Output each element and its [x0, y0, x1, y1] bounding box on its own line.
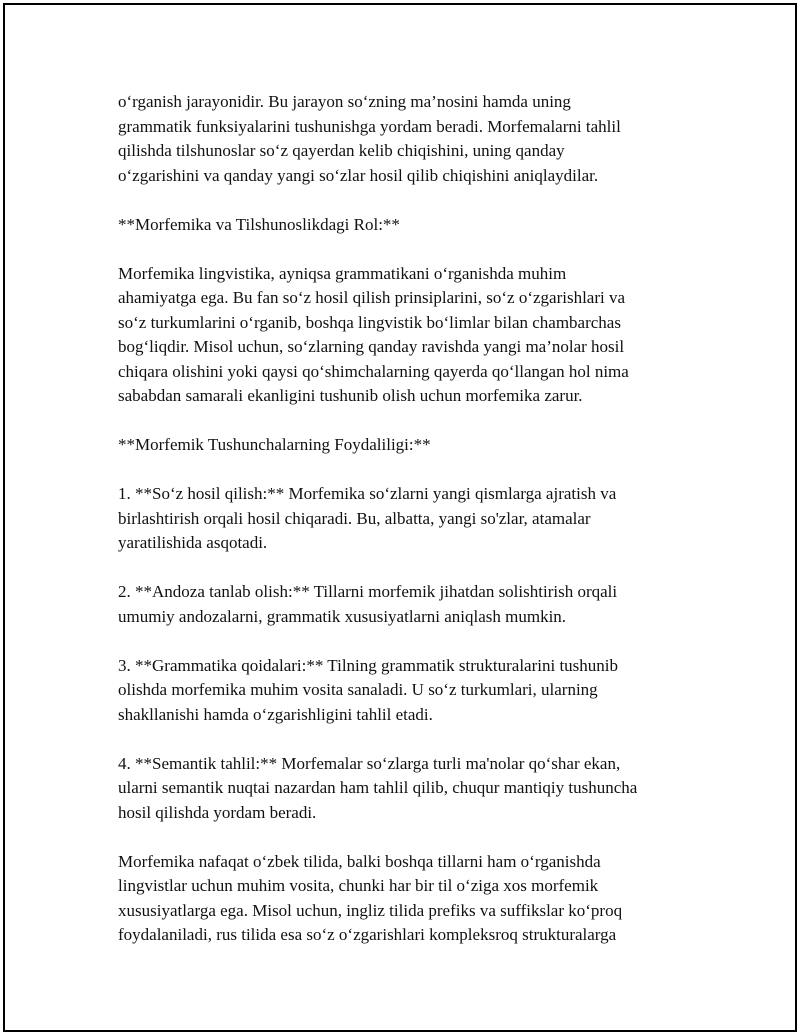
text-line: grammatik funksiyalarini tushunishga yordam beradi. Morfemalarni tahlil — [118, 116, 621, 136]
list-item-3 — [118, 654, 718, 728]
text-line: 4. **Semantik tahlil:** Morfemalar so‘zlarga turli ma'nolar qo‘shar ekan, — [118, 753, 621, 773]
text-line: foydalaniladi, rus tilida esa so‘z o‘zgarishlari kompleksroq strukturalarga — [118, 925, 617, 944]
text-line: ahamiyatga ega. Bu fan so‘z hosil qilish prinsiplarini, so‘z o‘zgarishlari va — [118, 288, 626, 307]
section-heading-role — [118, 213, 718, 238]
text-line: xususiyatlarga ega. Misol uchun, ingliz tilida prefiks va suffikslar ko‘proq — [118, 900, 623, 920]
heading-text: **Morfemik Tushunchalarning Foydaliligi:** — [118, 435, 431, 454]
text-line: 1. **So‘z hosil qilish:** Morfemika so‘zlarni yangi qismlarga ajratish va — [118, 484, 617, 503]
text-line: bog‘liqdir. Misol uchun, so‘zlarning qanday ravishda yangi ma’nolar hosil — [118, 337, 625, 356]
list-item-4 — [118, 752, 718, 826]
text-line: lingvistlar uchun muhim vosita, chunki har bir til o‘ziga xos morfemik — [118, 876, 599, 895]
text-line: 2. **Andoza tanlab olish:** Tillarni morfemik jihatdan solishtirish orqali — [118, 582, 618, 601]
paragraph-conclusion — [118, 850, 718, 948]
text-line: so‘z turkumlarini o‘rganib, boshqa lingvistik bo‘limlar bilan chambarchas — [118, 312, 621, 332]
text-line: hosil qilishda yordam beradi. — [118, 802, 317, 822]
document-body — [118, 90, 718, 972]
text-line: chiqara olishini yoki qaysi qo‘shimchalarning qayerda qo‘llangan hol nima — [118, 361, 629, 381]
text-line: Morfemika lingvistika, ayniqsa grammatikani o‘rganishda muhim — [118, 263, 567, 283]
list-item-1 — [118, 482, 718, 556]
text-line: ularni semantik nuqtai nazardan ham tahlil qilib, chuqur mantiqiy tushuncha — [118, 778, 638, 797]
text-line: o‘rganish jarayonidir. Bu jarayon so‘zning ma’nosini hamda uning — [118, 92, 571, 111]
text-line: shakllanishi hamda o‘zgarishligini tahlil etadi. — [118, 704, 433, 724]
heading-text: **Morfemika va Tilshunoslikdagi Rol:** — [118, 214, 400, 234]
text-line: 3. **Grammatika qoidalari:** Tilning grammatik strukturalarini tushunib — [118, 655, 619, 675]
text-line: yaratilishida asqotadi. — [118, 533, 268, 552]
text-line: sababdan samarali ekanligini tushunib olish uchun morfemika zarur. — [118, 386, 583, 405]
paragraph-intro — [118, 90, 718, 188]
text-line: birlashtirish orqali hosil chiqaradi. Bu, albatta, yangi so'zlar, atamalar — [118, 508, 591, 528]
text-line: Morfemika nafaqat o‘zbek tilida, balki boshqa tillarni ham o‘rganishda — [118, 851, 601, 871]
list-item-2 — [118, 580, 718, 629]
text-line: olishda morfemika muhim vosita sanaladi. U so‘z turkumlari, ularning — [118, 680, 598, 699]
text-line: umumiy andozalarni, grammatik xususiyatlarni aniqlash mumkin. — [118, 606, 567, 626]
text-line: o‘zgarishini va qanday yangi so‘zlar hosil qilib chiqishini aniqlaydilar. — [118, 165, 599, 185]
paragraph-role — [118, 262, 718, 409]
text-line: qilishda tilshunoslar so‘z qayerdan kelib chiqishini, uning qanday — [118, 141, 565, 160]
section-heading-usefulness — [118, 433, 718, 458]
